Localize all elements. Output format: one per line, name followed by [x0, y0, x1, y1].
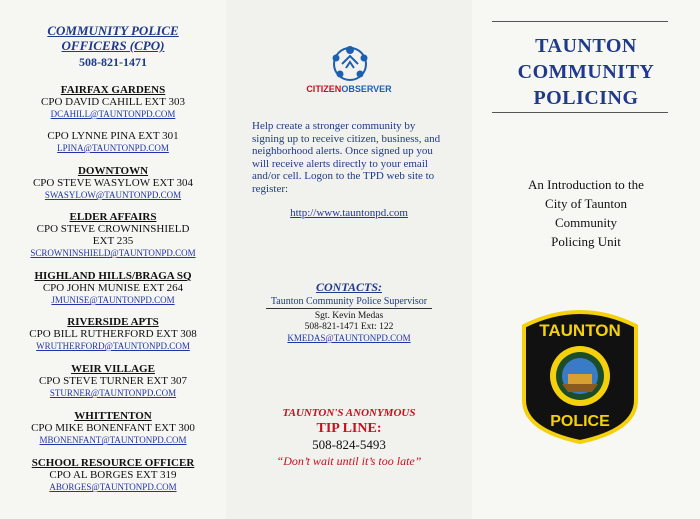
- citizen-observer-logo: [306, 44, 394, 104]
- officer-email-link[interactable]: LPINA@TAUNTONPD.COM: [57, 143, 169, 153]
- wordmark-observer: OBSERVER: [341, 84, 392, 94]
- officer-email-link[interactable]: DCAHILL@TAUNTONPD.COM: [50, 109, 176, 119]
- officer-email-link[interactable]: SCROWNINSHIELD@TAUNTONPD.COM: [30, 248, 196, 258]
- taunton-police-badge-icon: [518, 304, 642, 444]
- people-circle-icon: [306, 44, 394, 84]
- cpo-group-downtown: [0, 165, 226, 201]
- area-name: ELDER AFFAIRS: [69, 211, 157, 223]
- cover-title-line2: COMMUNITY: [517, 61, 655, 83]
- tip-phone: 508-824-5493: [312, 437, 386, 452]
- area-name: WEIR VILLAGE: [71, 363, 155, 375]
- officer-line: CPO AL BORGES EXT 319: [49, 469, 177, 481]
- cover-title-line3: POLICING: [533, 87, 639, 109]
- supervisor-email-link[interactable]: KMEDAS@TAUNTONPD.COM: [287, 333, 411, 343]
- cpo-panel: [0, 0, 226, 519]
- intro-line1: An Introduction to the: [528, 177, 644, 192]
- officer-line: CPO LYNNE PINA EXT 301: [47, 130, 179, 142]
- cpo-group-school: [0, 457, 226, 493]
- area-name: DOWNTOWN: [77, 165, 149, 177]
- officer-line: CPO STEVE TURNER EXT 307: [38, 375, 188, 387]
- supervisor-contact: [226, 311, 472, 344]
- officer-email-link[interactable]: MBONENFANT@TAUNTONPD.COM: [39, 435, 187, 445]
- cpo-group-whittenton: [0, 410, 226, 446]
- officer-email-link[interactable]: JMUNISE@TAUNTONPD.COM: [51, 295, 175, 305]
- intro-line4: Policing Unit: [551, 234, 621, 249]
- officer-line: CPO JOHN MUNISE EXT 264: [42, 282, 184, 294]
- wordmark-citizen: CITIZEN: [306, 84, 342, 94]
- area-name: WHITTENTON: [74, 410, 152, 422]
- cpo-group-weir: [0, 363, 226, 399]
- tip-slogan: “Don’t wait until it’s too late”: [276, 454, 422, 468]
- supervisor-name: Sgt. Kevin Medas: [314, 311, 384, 321]
- intro-line2: City of Taunton: [545, 196, 627, 211]
- cover-title-line1: TAUNTON: [535, 35, 637, 57]
- tip-line-label: TIP LINE:: [316, 421, 382, 436]
- title-rule-bottom: [492, 112, 668, 113]
- tpd-website-link[interactable]: http://www.tauntonpd.com: [290, 207, 408, 219]
- citizen-observer-wordmark: [226, 84, 472, 94]
- area-name: HIGHLAND HILLS/BRAGA SQ: [34, 270, 192, 282]
- officer-email-link[interactable]: ABORGES@TAUNTONPD.COM: [49, 482, 177, 492]
- area-name: SCHOOL RESOURCE OFFICER: [31, 457, 195, 469]
- officer-line: CPO BILL RUTHERFORD EXT 308: [29, 328, 197, 340]
- supervisor-phone: 508-821-1471 Ext: 122: [304, 322, 394, 332]
- officer-line: CPO MIKE BONENFANT EXT 300: [31, 422, 195, 434]
- officer-line: CPO DAVID CAHILL EXT 303: [40, 96, 186, 108]
- cpo-title-line1: COMMUNITY POLICE: [47, 23, 179, 38]
- cpo-group-highland: [0, 270, 226, 306]
- intro-line3: Community: [554, 215, 618, 230]
- officer-email-link[interactable]: SWASYLOW@TAUNTONPD.COM: [44, 190, 182, 200]
- cpo-group-pina: [0, 130, 226, 154]
- officer-email-link[interactable]: STURNER@TAUNTONPD.COM: [49, 388, 177, 398]
- officer-line: CPO STEVE CROWNINSHIELD: [36, 223, 190, 235]
- title-rule-top: [492, 21, 668, 22]
- cpo-group-fairfax: [0, 84, 226, 120]
- badge-bottom-text: POLICE: [550, 413, 610, 430]
- officer-line: CPO STEVE WASYLOW EXT 304: [32, 177, 194, 189]
- cover-panel: [472, 0, 700, 519]
- cover-title: [472, 33, 700, 111]
- cpo-phone: 508-821-1471: [79, 55, 147, 69]
- cpo-title-line2: OFFICERS (CPO): [61, 38, 165, 53]
- alerts-help-text: Help create a stronger community by signing up to receive citizen, business, and neighborhood alerts. Once signed up you will receive alerts directly to your email and/or cell. Logon to the TPD web site to register:: [252, 120, 441, 195]
- cover-intro: [472, 175, 700, 251]
- badge-top-text: TAUNTON: [539, 321, 621, 340]
- contacts-heading: CONTACTS:: [315, 280, 382, 294]
- alerts-panel: [226, 0, 472, 519]
- cpo-group-riverside: [0, 316, 226, 352]
- supervisor-title: Taunton Community Police Supervisor: [266, 296, 432, 309]
- cpo-group-elder: [0, 211, 226, 259]
- area-name: FAIRFAX GARDENS: [60, 84, 166, 96]
- officer-email-link[interactable]: WRUTHERFORD@TAUNTONPD.COM: [36, 341, 190, 351]
- area-name: RIVERSIDE APTS: [67, 316, 159, 328]
- tip-heading: TAUNTON'S ANONYMOUS: [282, 407, 416, 419]
- officer-line-2: EXT 235: [92, 235, 134, 247]
